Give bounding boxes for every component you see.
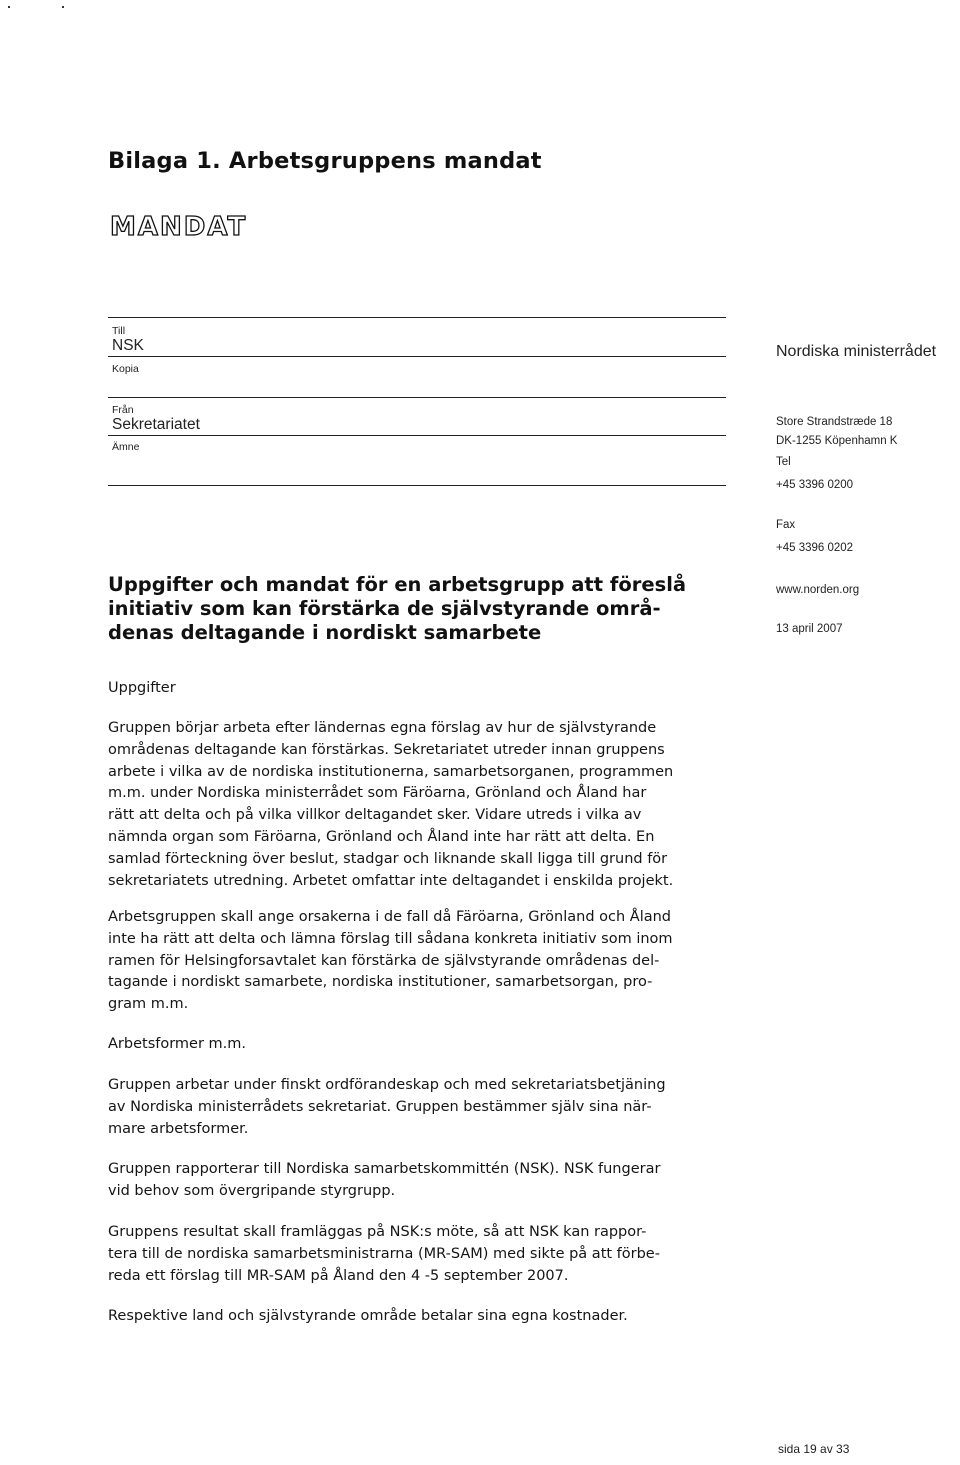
section-heading-arbetsformer: Arbetsformer m.m. (108, 1036, 247, 1052)
text-line: tagande i nordiskt samarbete, nordiska institutioner, samarbetsorgan, pro- (108, 974, 653, 991)
title-line: initiativ som kan förstärka de självstyrande områ- (108, 597, 661, 620)
till-label: Till (112, 325, 126, 337)
text-line: mare arbetsformer. (108, 1120, 249, 1137)
title-line: Uppgifter och mandat för en arbetsgrupp att föreslå (108, 573, 687, 596)
scan-mark (8, 6, 10, 8)
header-rule (108, 485, 726, 486)
text-line: arbete i vilka av de nordiska institutionerna, samarbetsorganen, programmen (108, 763, 674, 780)
till-value: NSK (112, 337, 144, 354)
paragraph-uppgifter (108, 718, 748, 892)
header-rule (108, 397, 726, 398)
text-line: ramen för Helsingforsavtalet kan förstärka de självstyrande områdenas del- (108, 952, 660, 969)
organization-name: Nordiska ministerrådet (776, 343, 937, 360)
text-line: Gruppens resultat skall framläggas på NSK:s möte, så att NSK kan rappor- (108, 1224, 647, 1240)
tel-value: +45 3396 0200 (776, 479, 854, 491)
text-line: Gruppen rapporterar till Nordiska samarbetskommittén (NSK). NSK fungerar (108, 1161, 661, 1177)
text-line: m.m. under Nordiska ministerrådet som Färöarna, Grönland och Åland har (108, 785, 647, 802)
document-date: 13 april 2007 (776, 623, 843, 635)
text-line: Arbetsgruppen skall ange orsakerna i de fall då Färöarna, Grönland och Åland (108, 909, 672, 925)
fran-label: Från (112, 404, 134, 416)
text-line: reda ett förslag till MR-SAM på Åland den 4 -5 september 2007. (108, 1267, 569, 1284)
title-line: denas deltagande i nordiskt samarbete (108, 621, 542, 644)
paragraph-rapportering (108, 1159, 748, 1203)
text-line: nämnda organ som Färöarna, Grönland och Åland inte har rätt att delta. En (108, 828, 655, 845)
paragraph-arbetsformer (108, 1075, 748, 1140)
paragraph-orsaker (108, 907, 748, 1016)
text-line: samlad förteckning över beslut, stadgar och liknande skall ligga till grund för (108, 850, 668, 867)
fax-label: Fax (776, 519, 796, 531)
page-number: sida 19 av 33 (778, 1442, 850, 1456)
text-line: tera till de nordiska samarbetsministrarna (MR-SAM) med sikte på att förbe- (108, 1245, 660, 1262)
mandat-logo: MANDAT (110, 212, 248, 242)
text-line: Respektive land och självstyrande område betalar sina egna kostnader. (108, 1308, 628, 1324)
fax-value: +45 3396 0202 (776, 542, 854, 554)
text-line: Gruppen börjar arbeta efter ländernas egna förslag av hur de självstyrande (108, 720, 657, 736)
fran-value: Sekretariatet (112, 416, 200, 433)
text-line: sekretariatets utredning. Arbetet omfattar inte deltagandet i enskilda projekt. (108, 872, 674, 889)
text-line: av Nordiska ministerrådets sekretariat. Gruppen bestämmer själv sina när- (108, 1098, 652, 1115)
text-line: gram m.m. (108, 996, 189, 1013)
address-line-1: Store Strandstræde 18 (776, 416, 893, 428)
header-rule (108, 435, 726, 436)
text-line: rätt att delta och på vilka villkor deltagandet sker. Vidare utreds i vilka av (108, 807, 642, 824)
text-line: vid behov som övergripande styrgrupp. (108, 1182, 396, 1199)
header-rule (108, 317, 726, 318)
kopia-label: Kopia (112, 363, 139, 375)
tel-label: Tel (776, 456, 791, 468)
document-title (108, 573, 738, 645)
amne-label: Ämne (112, 441, 140, 453)
text-line: inte ha rätt att delta och lämna förslag till sådana konkreta initiativ som inom (108, 930, 673, 947)
address-line-2: DK-1255 Köpenhamn K (776, 435, 898, 447)
scan-mark (62, 6, 64, 8)
appendix-heading: Bilaga 1. Arbetsgruppens mandat (108, 148, 542, 174)
text-line: Gruppen arbetar under finskt ordförandeskap och med sekretariatsbetjäning (108, 1077, 666, 1093)
section-heading-uppgifter: Uppgifter (108, 680, 176, 696)
paragraph-resultat (108, 1222, 748, 1287)
header-rule (108, 356, 726, 357)
text-line: områdenas deltagande kan förstärkas. Sekretariatet utreder innan gruppens (108, 741, 665, 758)
paragraph-kostnader (108, 1306, 748, 1328)
website: www.norden.org (776, 584, 860, 596)
